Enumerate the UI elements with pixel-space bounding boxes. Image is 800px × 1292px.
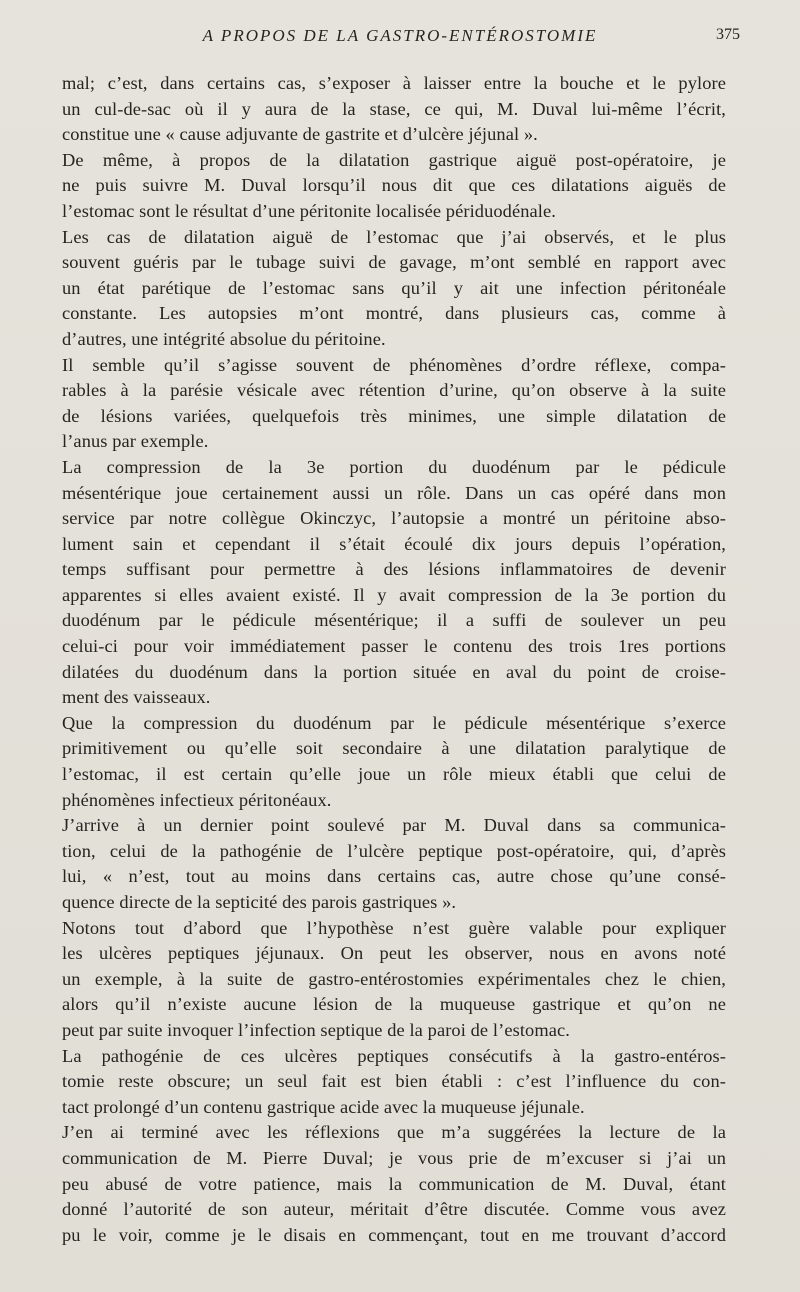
text-line: un exemple, à la suite de gastro-entérostomies expérimentales chez le chien, (62, 968, 726, 989)
text-line: La compression de la 3e portion du duodénum par le pédicule (62, 456, 726, 477)
text-line: peut par suite invoquer l’infection septique de la paroi de l’estomac. (62, 1019, 570, 1040)
text-line: dilatées du duodénum dans la portion située en aval du point de croise- (62, 661, 726, 682)
text-line: communication de M. Pierre Duval; je vous prie de m’excuser si j’ai un (62, 1147, 726, 1168)
text-line: souvent guéris par le tubage suivi de gavage, m’ont semblé en rapport avec (62, 252, 726, 273)
text-line: tomie reste obscure; un seul fait est bien établi : c’est l’influence du con- (62, 1071, 726, 1092)
text-line: Notons tout d’abord que l’hypothèse n’est guère valable pour expliquer (62, 917, 726, 938)
page-number: 375 (716, 26, 740, 43)
text-line: J’arrive à un dernier point soulevé par M. Duval dans sa communica- (62, 815, 726, 836)
text-line: lui, « n’est, tout au moins dans certains cas, autre chose qu’une consé- (62, 866, 726, 887)
text-line: ment des vaisseaux. (62, 687, 211, 708)
text-line: mal; c’est, dans certains cas, s’exposer à laisser entre la bouche et le pylore (62, 73, 726, 93)
text-line: rables à la parésie vésicale avec rétention d’urine, qu’on observe à la suite (62, 380, 726, 401)
text-line: tact prolongé d’un contenu gastrique acide avec la muqueuse jéjunale. (62, 1096, 585, 1117)
text-line: l’anus par exemple. (62, 431, 209, 452)
text-line: lument sain et cependant il s’était écoulé dix jours depuis l’opération, (62, 533, 726, 554)
text-line: constante. Les autopsies m’ont montré, dans plusieurs cas, comme à (62, 303, 726, 324)
text-line: mésentérique joue certainement aussi un rôle. Dans un cas opéré dans mon (62, 482, 726, 503)
text-line: apparentes si elles avaient existé. Il y avait compression de la 3e portion du (62, 584, 726, 605)
text-line: primitivement ou qu’elle soit secondaire à une dilatation paralytique de (62, 738, 726, 759)
text-line: phénomènes infectieux péritonéaux. (62, 789, 332, 810)
running-title: A PROPOS DE LA GASTRO-ENTÉROSTOMIE (202, 26, 598, 45)
text-line: un cul-de-sac où il y aura de la stase, ce qui, M. Duval lui-même l’écrit, (62, 98, 726, 119)
text-line: service par notre collègue Okinczyc, l’autopsie a montré un péritoine abso- (62, 508, 726, 529)
text-line: pu le voir, comme je le disais en commençant, tout en me trouvant d’accord (62, 1224, 726, 1245)
body-text (62, 71, 726, 1248)
text-line: constitue une « cause adjuvante de gastrite et d’ulcère jéjunal ». (62, 124, 538, 145)
text-line: l’estomac, il est certain qu’elle joue un rôle mieux établi que celui de (62, 764, 726, 785)
text-line: duodénum par le pédicule mésentérique; il a suffi de soulever un peu (62, 610, 726, 631)
text-line: de lésions variées, quelquefois très minimes, une simple dilatation de (62, 405, 726, 426)
text-line: ne puis suivre M. Duval lorsqu’il nous dit que ces dilatations aiguës de (62, 175, 726, 196)
text-line: un état parétique de l’estomac sans qu’il y ait une infection péritonéale (62, 277, 726, 298)
text-line: d’autres, une intégrité absolue du péritoine. (62, 328, 386, 349)
text-line: celui-ci pour voir immédiatement passer le contenu des trois 1res portions (62, 636, 726, 657)
text-line: l’estomac sont le résultat d’une péritonite localisée périduodénale. (62, 200, 556, 221)
page-header (60, 26, 740, 54)
text-line: De même, à propos de la dilatation gastrique aiguë post-opératoire, je (62, 149, 726, 170)
text-line: temps suffisant pour permettre à des lésions inflammatoires de devenir (62, 559, 726, 580)
text-line: La pathogénie de ces ulcères peptiques consécutifs à la gastro-entéros- (62, 1045, 726, 1066)
text-line: J’en ai terminé avec les réflexions que m’a suggérées la lecture de la (62, 1122, 726, 1143)
text-line: les ulcères peptiques jéjunaux. On peut les observer, nous en avons noté (62, 943, 726, 964)
text-line: Il semble qu’il s’agisse souvent de phénomènes d’ordre réflexe, compa- (62, 354, 726, 375)
text-line: Que la compression du duodénum par le pédicule mésentérique s’exerce (62, 712, 726, 733)
text-line: donné l’autorité de son auteur, méritait d’être discutée. Comme vous avez (62, 1199, 726, 1220)
text-line: alors qu’il n’existe aucune lésion de la muqueuse gastrique et qu’on ne (62, 994, 726, 1015)
text-line: tion, celui de la pathogénie de l’ulcère peptique post-opératoire, qui, d’après (62, 840, 726, 861)
text-line: Les cas de dilatation aiguë de l’estomac que j’ai observés, et le plus (62, 226, 726, 247)
text-line: peu abusé de votre patience, mais la communication de M. Duval, étant (62, 1173, 726, 1194)
text-line: quence directe de la septicité des parois gastriques ». (62, 892, 457, 912)
